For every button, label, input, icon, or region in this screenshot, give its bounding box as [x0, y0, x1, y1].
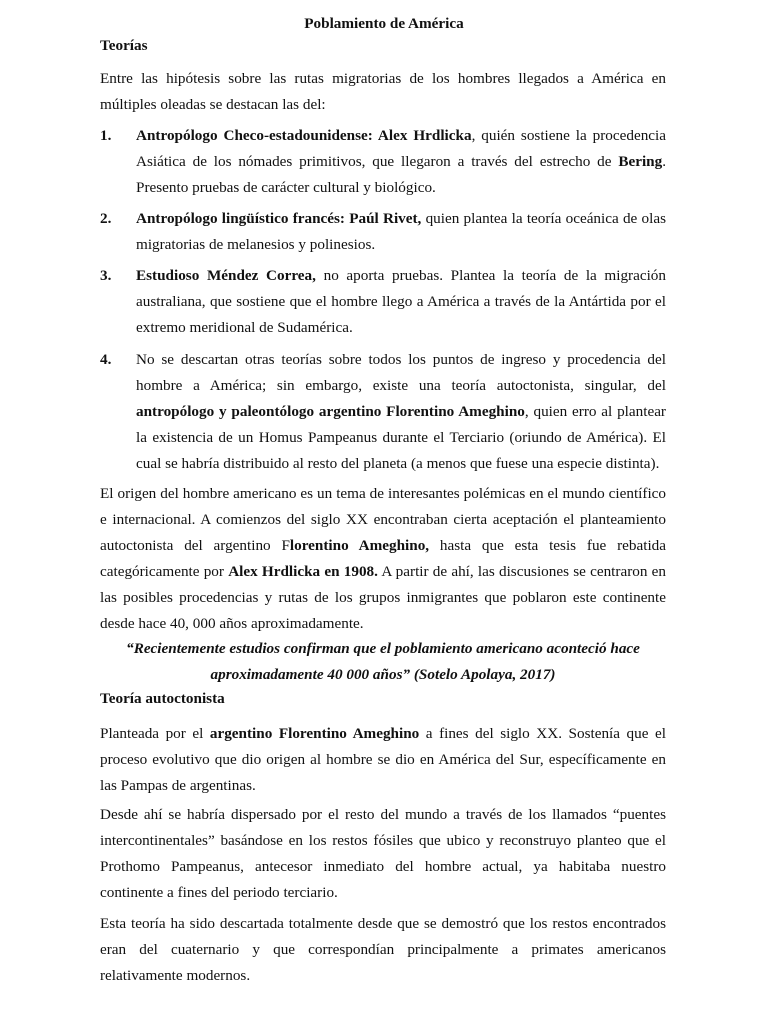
list-item-4: [136, 347, 666, 477]
section-heading-teorias: Teorías: [100, 37, 148, 54]
list-item-number: 3.: [100, 267, 112, 284]
paragraph-planteada: [100, 721, 666, 799]
para2-a: El origen del hombre americano es un tema de interesantes polémicas en el mundo científico e internacional. A comienzos del siglo XX encontraban cierta aceptación el planteamiento autoctonista del argentino F: [100, 485, 666, 554]
para3-a: Planteada por el: [100, 725, 210, 742]
item-3-text: no aporta pruebas. Plantea la teoría de la migración australiana, que sostiene que el hombre llego a América a través de la Antártida por el extremo meridional de Sudamérica.: [136, 267, 666, 336]
list-item-2: [136, 206, 666, 258]
para3-b: argentino Florentino Ameghino: [209, 725, 420, 742]
item-1-bold-bering: Bering: [618, 153, 663, 170]
item-2-bold: Antropólogo lingüístico francés: Paúl Rivet,: [136, 210, 422, 227]
item-4-text-before: No se descartan otras teorías sobre todos los puntos de ingreso y procedencia del hombre a América; sin embargo, existe una teoría autoctonista, singular, del: [136, 351, 666, 394]
intro-paragraph: Entre las hipótesis sobre las rutas migratorias de los hombres llegados a América en múltiples oleadas se destacan las del:: [100, 70, 666, 113]
list-item-3: [136, 263, 666, 341]
item-2-text: quien plantea la teoría oceánica de olas migratorias de melanesios y polinesios.: [136, 210, 666, 253]
para3-c: a fines del siglo XX. Sostenía que el proceso evolutivo que dio origen al hombre se dio en América del Sur, específicamente en las Pampas de argentinas.: [100, 725, 666, 794]
list-item-number: 4.: [100, 351, 112, 368]
item-3-bold: Estudioso Méndez Correa,: [136, 267, 316, 284]
paragraph-descartada: Esta teoría ha sido descartada totalmente desde que se demostró que los restos encontrados eran del cuaternario y que correspondían principalmente a primates americanos relativamente modernos.: [100, 915, 666, 984]
item-4-bold: antropólogo y paleontólogo argentino Florentino Ameghino: [136, 403, 525, 420]
item-1-text-end: . Presento pruebas de carácter cultural y biológico.: [136, 153, 666, 196]
para2-c: hasta que esta tesis fue rebatida categóricamente por: [100, 537, 667, 580]
paragraph-origen: [100, 481, 666, 637]
section-heading-autoctonista: Teoría autoctonista: [100, 690, 225, 707]
para2-d: Alex Hrdlicka en 1908.: [228, 563, 378, 580]
item-1-text: , quién sostiene la procedencia Asiática de los nómades primitivos, que llegaron a través del estrecho de: [136, 127, 666, 170]
item-4-text: , quien erro al plantear la existencia de un Homus Pampeanus durante el Terciario (oriundo de América). El cual se habría distribuido al resto del planeta (a menos que fuese una especie distinta).: [136, 403, 666, 472]
list-item-number: 2.: [100, 210, 112, 227]
document-title: Poblamiento de América: [304, 15, 464, 32]
para2-b: lorentino Ameghino,: [289, 537, 430, 554]
item-1-bold: Antropólogo Checo-estadounidense: Alex Hrdlicka: [136, 127, 472, 144]
paragraph-dispersado: Desde ahí se habría dispersado por el resto del mundo a través de los llamados “puentes intercontinentales” basándose en los restos fósiles que ubico y reconstruyo planteo que el Prothomo Pampeanus, antecesor inmediato del hombre actual, ya habitaba nuestro continente a fines del periodo terciario.: [100, 806, 666, 901]
para2-e: A partir de ahí, las discusiones se centraron en las posibles procedencias y rutas de los grupos inmigrantes que poblaron este continente desde hace 40, 000 años aproximadamente.: [100, 563, 666, 632]
list-item-number: 1.: [100, 127, 112, 144]
list-item-1: [136, 123, 666, 201]
quote-citation: “Recientemente estudios confirman que el poblamiento americano aconteció hace aproximadamente 40 000 años” (Sotelo Apolaya, 2017): [126, 640, 640, 683]
